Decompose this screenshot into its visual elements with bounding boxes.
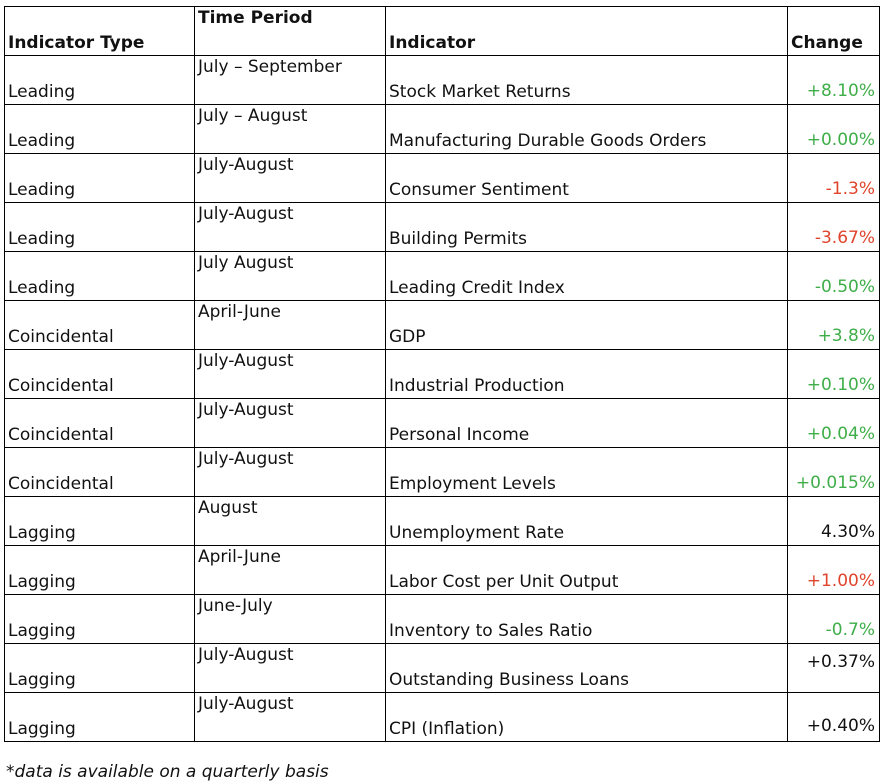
time-period-cell: [195, 105, 386, 154]
change-value-cell: [788, 693, 880, 742]
indicator-type: Coincidental: [8, 376, 114, 396]
change-value: +1.00%: [806, 571, 875, 591]
change-value-cell: [788, 448, 880, 497]
header-indicator-type-label: Indicator Type: [8, 33, 145, 53]
time-period-cell: [195, 252, 386, 301]
table-row: [5, 56, 880, 105]
indicator-type-cell: [5, 546, 195, 595]
change-value: +3.8%: [817, 326, 875, 346]
indicator-name: GDP: [389, 327, 426, 347]
indicator-type-cell: [5, 350, 195, 399]
table-row: [5, 644, 880, 693]
time-period: July August: [198, 253, 294, 273]
change-value: -3.67%: [814, 228, 875, 248]
change-value: -1.3%: [825, 179, 875, 199]
indicator-type-cell: [5, 595, 195, 644]
header-indicator-type: [5, 7, 195, 56]
time-period: July-August: [198, 449, 294, 469]
table-header-row: [5, 7, 880, 56]
time-period: July – August: [198, 106, 308, 126]
indicator-name: Employment Levels: [389, 474, 556, 494]
indicator-name-cell: [386, 693, 788, 742]
time-period-cell: [195, 448, 386, 497]
change-value-cell: [788, 497, 880, 546]
time-period-cell: [195, 546, 386, 595]
table-row: [5, 595, 880, 644]
indicator-type-cell: [5, 154, 195, 203]
indicator-type-cell: [5, 693, 195, 742]
indicator-type: Leading: [8, 278, 76, 298]
indicator-name: Consumer Sentiment: [389, 180, 569, 200]
indicator-name-cell: [386, 105, 788, 154]
time-period-cell: [195, 56, 386, 105]
footnote: *data is available on a quarterly basis: [6, 762, 329, 782]
time-period-cell: [195, 644, 386, 693]
indicator-type-cell: [5, 56, 195, 105]
indicator-type: Lagging: [8, 719, 76, 739]
indicator-name: Outstanding Business Loans: [389, 670, 630, 690]
indicator-name-cell: [386, 546, 788, 595]
time-period: August: [198, 498, 258, 518]
time-period: April-June: [198, 302, 281, 322]
indicator-name-cell: [386, 252, 788, 301]
indicator-type-cell: [5, 497, 195, 546]
change-value-cell: [788, 203, 880, 252]
indicator-type: Leading: [8, 131, 76, 151]
header-time-period-label: Time Period: [198, 8, 313, 28]
change-value: +8.10%: [806, 81, 875, 101]
change-value-cell: [788, 546, 880, 595]
indicator-name: Leading Credit Index: [389, 278, 565, 298]
time-period: July-August: [198, 155, 294, 175]
indicator-name-cell: [386, 301, 788, 350]
change-value: 4.30%: [820, 522, 875, 542]
indicator-type: Coincidental: [8, 327, 114, 347]
indicator-name-cell: [386, 644, 788, 693]
time-period: July-August: [198, 351, 294, 371]
indicator-name: Personal Income: [389, 425, 530, 445]
time-period: April-June: [198, 547, 281, 567]
change-value: -0.7%: [825, 620, 875, 640]
time-period-cell: [195, 350, 386, 399]
indicator-type: Leading: [8, 180, 76, 200]
change-value-cell: [788, 350, 880, 399]
indicator-name: Stock Market Returns: [389, 82, 571, 102]
table-row: [5, 399, 880, 448]
indicator-name-cell: [386, 154, 788, 203]
indicator-type-cell: [5, 105, 195, 154]
indicator-name-cell: [386, 203, 788, 252]
change-value: +0.015%: [795, 473, 875, 493]
indicator-name: Inventory to Sales Ratio: [389, 621, 593, 641]
indicator-name-cell: [386, 448, 788, 497]
header-change: [788, 7, 880, 56]
indicator-type-cell: [5, 448, 195, 497]
table-row: [5, 350, 880, 399]
time-period-cell: [195, 399, 386, 448]
indicator-type-cell: [5, 399, 195, 448]
indicator-name-cell: [386, 350, 788, 399]
change-value: +0.10%: [806, 375, 875, 395]
change-value-cell: [788, 252, 880, 301]
change-value-cell: [788, 399, 880, 448]
indicator-name: Manufacturing Durable Goods Orders: [389, 131, 707, 151]
indicator-type: Lagging: [8, 670, 76, 690]
indicator-type: Coincidental: [8, 425, 114, 445]
indicator-type: Leading: [8, 82, 76, 102]
time-period-cell: [195, 595, 386, 644]
indicator-type-cell: [5, 252, 195, 301]
indicator-name: Building Permits: [389, 229, 527, 249]
time-period: July – September: [198, 57, 342, 77]
indicator-name-cell: [386, 595, 788, 644]
header-indicator: [386, 7, 788, 56]
table-row: [5, 448, 880, 497]
change-value: +0.04%: [806, 424, 875, 444]
change-value: +0.40%: [806, 716, 875, 736]
table-row: [5, 203, 880, 252]
indicator-name: Labor Cost per Unit Output: [389, 572, 619, 592]
time-period: July-August: [198, 204, 294, 224]
change-value-cell: [788, 644, 880, 693]
time-period: July-August: [198, 694, 294, 714]
header-indicator-label: Indicator: [389, 33, 476, 53]
indicator-type: Lagging: [8, 523, 76, 543]
indicator-name-cell: [386, 56, 788, 105]
change-value-cell: [788, 154, 880, 203]
header-change-label: Change: [791, 33, 863, 53]
time-period-cell: [195, 203, 386, 252]
time-period: July-August: [198, 400, 294, 420]
change-value: +0.00%: [806, 130, 875, 150]
indicators-table: [4, 6, 880, 742]
indicator-name: Industrial Production: [389, 376, 565, 396]
table-row: [5, 693, 880, 742]
indicator-name: Unemployment Rate: [389, 523, 565, 543]
indicator-name: CPI (Inflation): [389, 719, 505, 739]
time-period-cell: [195, 301, 386, 350]
time-period-cell: [195, 154, 386, 203]
table-row: [5, 105, 880, 154]
change-value-cell: [788, 56, 880, 105]
indicator-name-cell: [386, 399, 788, 448]
change-value: -0.50%: [814, 277, 875, 297]
table-row: [5, 301, 880, 350]
table-row: [5, 497, 880, 546]
indicator-type: Coincidental: [8, 474, 114, 494]
table-row: [5, 252, 880, 301]
change-value-cell: [788, 595, 880, 644]
table-row: [5, 154, 880, 203]
indicator-type: Leading: [8, 229, 76, 249]
time-period: June-July: [198, 596, 273, 616]
indicator-type-cell: [5, 644, 195, 693]
indicator-type-cell: [5, 301, 195, 350]
time-period-cell: [195, 693, 386, 742]
indicator-name-cell: [386, 497, 788, 546]
change-value: +0.37%: [806, 652, 875, 672]
change-value-cell: [788, 301, 880, 350]
indicator-type-cell: [5, 203, 195, 252]
header-time-period: [195, 7, 386, 56]
time-period-cell: [195, 497, 386, 546]
indicator-type: Lagging: [8, 572, 76, 592]
indicator-type: Lagging: [8, 621, 76, 641]
time-period: July-August: [198, 645, 294, 665]
change-value-cell: [788, 105, 880, 154]
table-row: [5, 546, 880, 595]
